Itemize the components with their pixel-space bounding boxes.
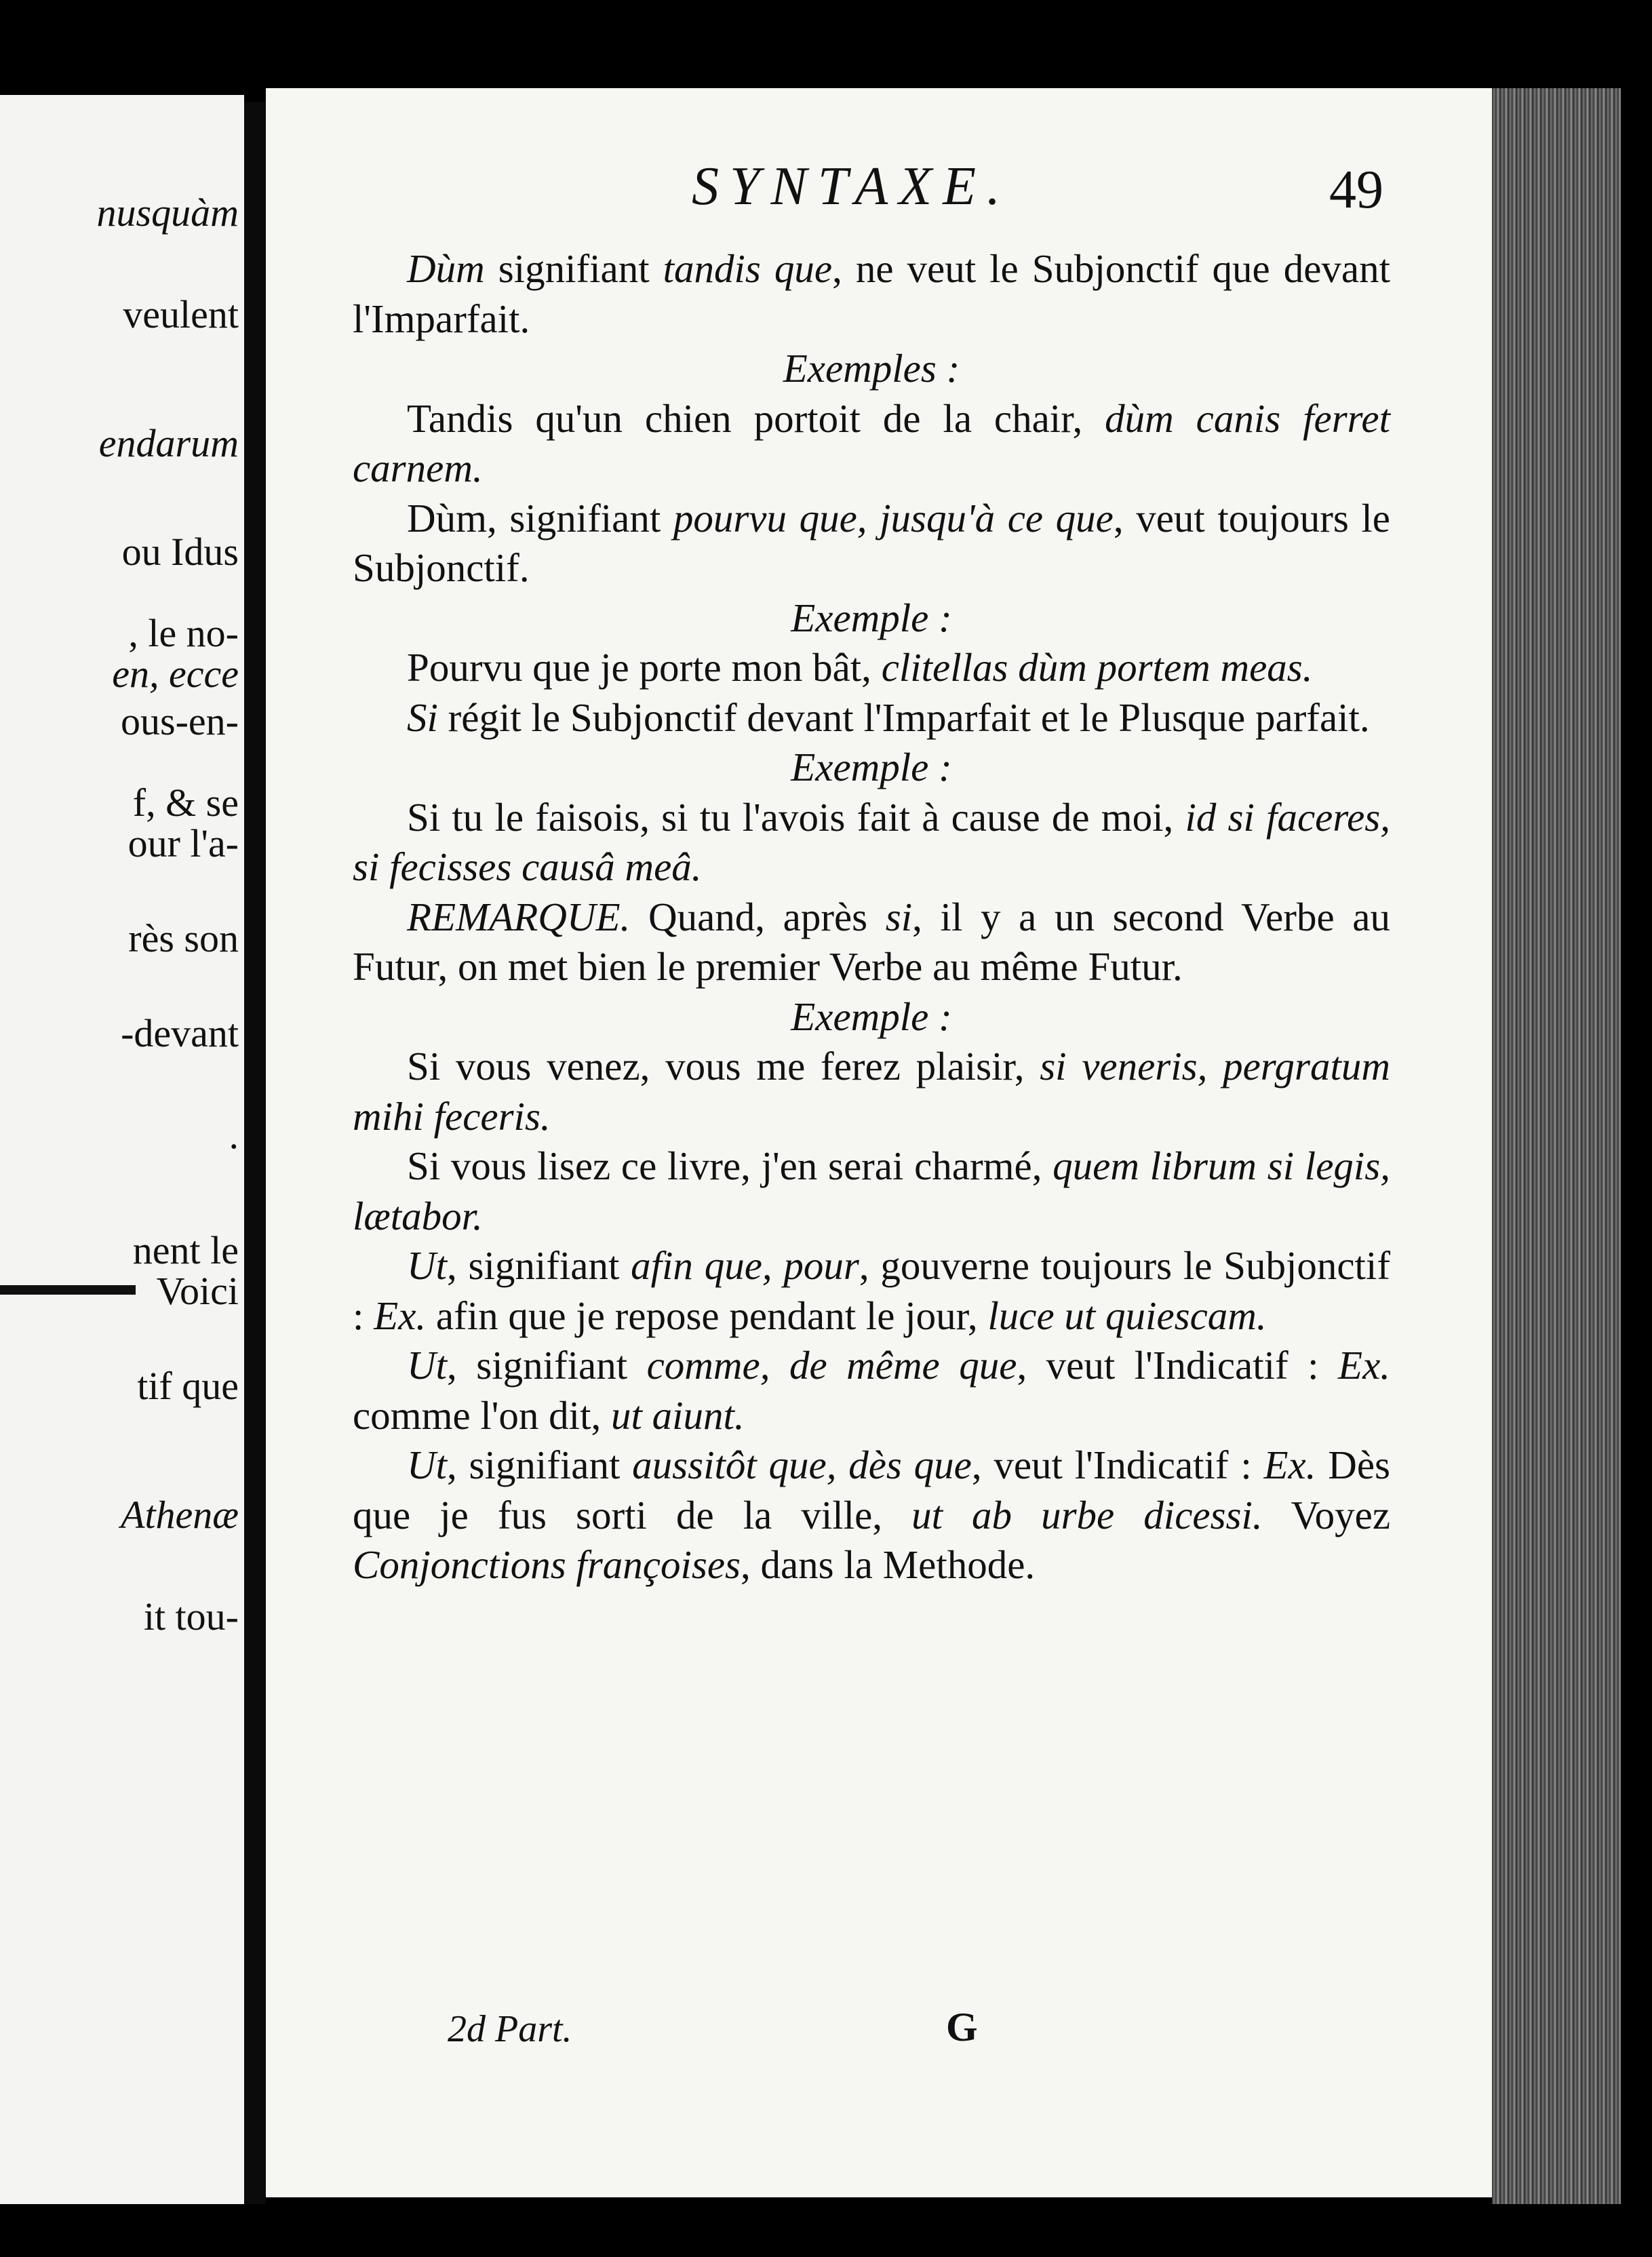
left-page-fragment: .	[229, 1113, 239, 1157]
text-run: Si vous lisez ce livre, j'en serai charmé,	[407, 1143, 1053, 1188]
example-heading	[353, 992, 1390, 1042]
text-run: , gouverne toujours le Subjonctif :	[353, 1243, 1390, 1338]
left-page-fragment: tif que	[137, 1364, 239, 1408]
left-page	[0, 95, 244, 2204]
left-page-fragment: Athenæ	[121, 1493, 239, 1537]
text-run: , signifiant	[447, 1343, 647, 1388]
body-text	[353, 244, 1390, 1590]
text-run: signifiant	[484, 246, 663, 291]
text-run: comme l'on dit,	[353, 1392, 611, 1438]
gathering-mark: G	[946, 2005, 978, 2049]
page-number: 49	[1329, 160, 1383, 220]
text-run: si	[885, 894, 913, 939]
text-run: luce ut quiescam.	[987, 1293, 1267, 1338]
text-run: , il y a un second Verbe au Futur, on met bien le premier Verbe au même Futur.	[353, 894, 1390, 989]
paragraph	[353, 494, 1390, 593]
left-page-fragment: it tou-	[143, 1594, 239, 1638]
text-run: afin que, pour	[631, 1243, 859, 1288]
text-run: Si	[407, 694, 438, 740]
text-run: Tandis qu'un chien portoit de la chair,	[407, 395, 1105, 441]
text-run: Ut	[407, 1343, 447, 1388]
paragraph	[353, 693, 1390, 743]
text-run: dùm canis ferret carnem.	[353, 395, 1391, 490]
text-run: Ex.	[1263, 1442, 1316, 1487]
text-run: ut ab urbe dicessi.	[911, 1492, 1263, 1537]
text-run: , veut toujours le Subjonctif.	[353, 495, 1390, 590]
text-run: Exemple :	[791, 994, 952, 1039]
text-run: Voyez	[1262, 1492, 1391, 1537]
paragraph	[353, 244, 1390, 344]
page-edges	[1492, 88, 1621, 2204]
text-run: Ex.	[374, 1293, 427, 1338]
left-page-fragment: f, & se	[132, 781, 239, 825]
left-page-fragment: endarum	[98, 421, 239, 465]
paragraph	[353, 1141, 1390, 1241]
text-run: pourvu que, jusqu'à ce que	[673, 495, 1114, 541]
text-run: Conjonctions françoises	[353, 1542, 741, 1587]
text-run: clitellas dùm portem meas.	[881, 645, 1313, 690]
running-head: SYNTAXE.	[692, 157, 1012, 216]
text-run: , veut l'Indicatif :	[1017, 1343, 1339, 1388]
text-run: Dùm, signifiant	[407, 495, 673, 541]
text-run: id si faceres, si fecisses causâ meâ.	[353, 794, 1390, 889]
text-run: tandis que	[663, 246, 833, 291]
book-spine	[244, 102, 266, 2204]
text-run: comme, de même que	[646, 1343, 1017, 1388]
paragraph	[353, 1042, 1390, 1141]
paragraph	[353, 643, 1390, 693]
text-run: , dans la Methode.	[740, 1542, 1036, 1587]
text-run: aussitôt que, dès que	[632, 1442, 972, 1487]
signature-mark: 2d Part.	[448, 2008, 572, 2050]
text-run: Ex.	[1338, 1343, 1391, 1388]
text-run: , signifiant	[447, 1442, 633, 1487]
left-page-fragment: ou Idus	[121, 530, 239, 574]
text-run: Si vous venez, vous me ferez plaisir,	[407, 1044, 1040, 1088]
left-page-fragment: Voici	[156, 1269, 239, 1313]
paragraph	[353, 892, 1390, 992]
text-run: Ut	[407, 1442, 447, 1487]
text-run: ut aiunt.	[610, 1392, 745, 1438]
text-run: si veneris, pergratum mihi feceris.	[353, 1044, 1390, 1139]
left-page-fragment: veulent	[123, 292, 239, 336]
left-page-fragment: rès son	[128, 916, 239, 960]
paragraph	[353, 1241, 1390, 1341]
text-run: Dès que je fus sorti de la ville,	[353, 1442, 1390, 1537]
paragraph	[353, 793, 1390, 892]
text-run: , veut l'Indicatif :	[971, 1442, 1264, 1487]
text-run: Pourvu que je porte mon bât,	[407, 645, 882, 690]
left-page-fragment: our l'a-	[127, 821, 239, 865]
text-run: afin que je repose pendant le jour,	[426, 1293, 988, 1338]
left-page-fragment: nent le	[132, 1228, 239, 1272]
example-heading	[353, 344, 1390, 394]
left-page-fragment: en, ecce	[112, 652, 239, 696]
text-run: quem librum si legis, lætabor.	[353, 1143, 1390, 1238]
example-heading	[353, 593, 1390, 644]
text-run: , signifiant	[447, 1243, 631, 1288]
left-page-fragment: ous-en-	[121, 699, 239, 743]
paragraph	[353, 1341, 1390, 1440]
left-page-fragment: nusquàm	[96, 191, 239, 235]
text-run: Exemples :	[783, 346, 960, 391]
left-page-rule	[0, 1285, 136, 1295]
text-run: REMARQUE.	[407, 894, 631, 939]
text-run: Ut	[407, 1243, 447, 1288]
text-run: Quand, après	[630, 894, 886, 939]
left-page-fragment: , le no-	[128, 611, 239, 655]
text-run: Si tu le faisois, si tu l'avois fait à cause de moi,	[407, 794, 1185, 840]
paragraph	[353, 1440, 1390, 1590]
left-page-fragment: -devant	[121, 1011, 239, 1055]
text-run: Exemple :	[791, 595, 952, 640]
text-run: , ne veut le Subjonctif que devant l'Imparfait.	[353, 246, 1390, 341]
text-run: Dùm	[407, 246, 485, 291]
text-run: régit le Subjonctif devant l'Imparfait et le Plusque parfait.	[437, 694, 1370, 740]
paragraph	[353, 394, 1390, 494]
text-run: Exemple :	[791, 745, 952, 789]
example-heading	[353, 743, 1390, 793]
